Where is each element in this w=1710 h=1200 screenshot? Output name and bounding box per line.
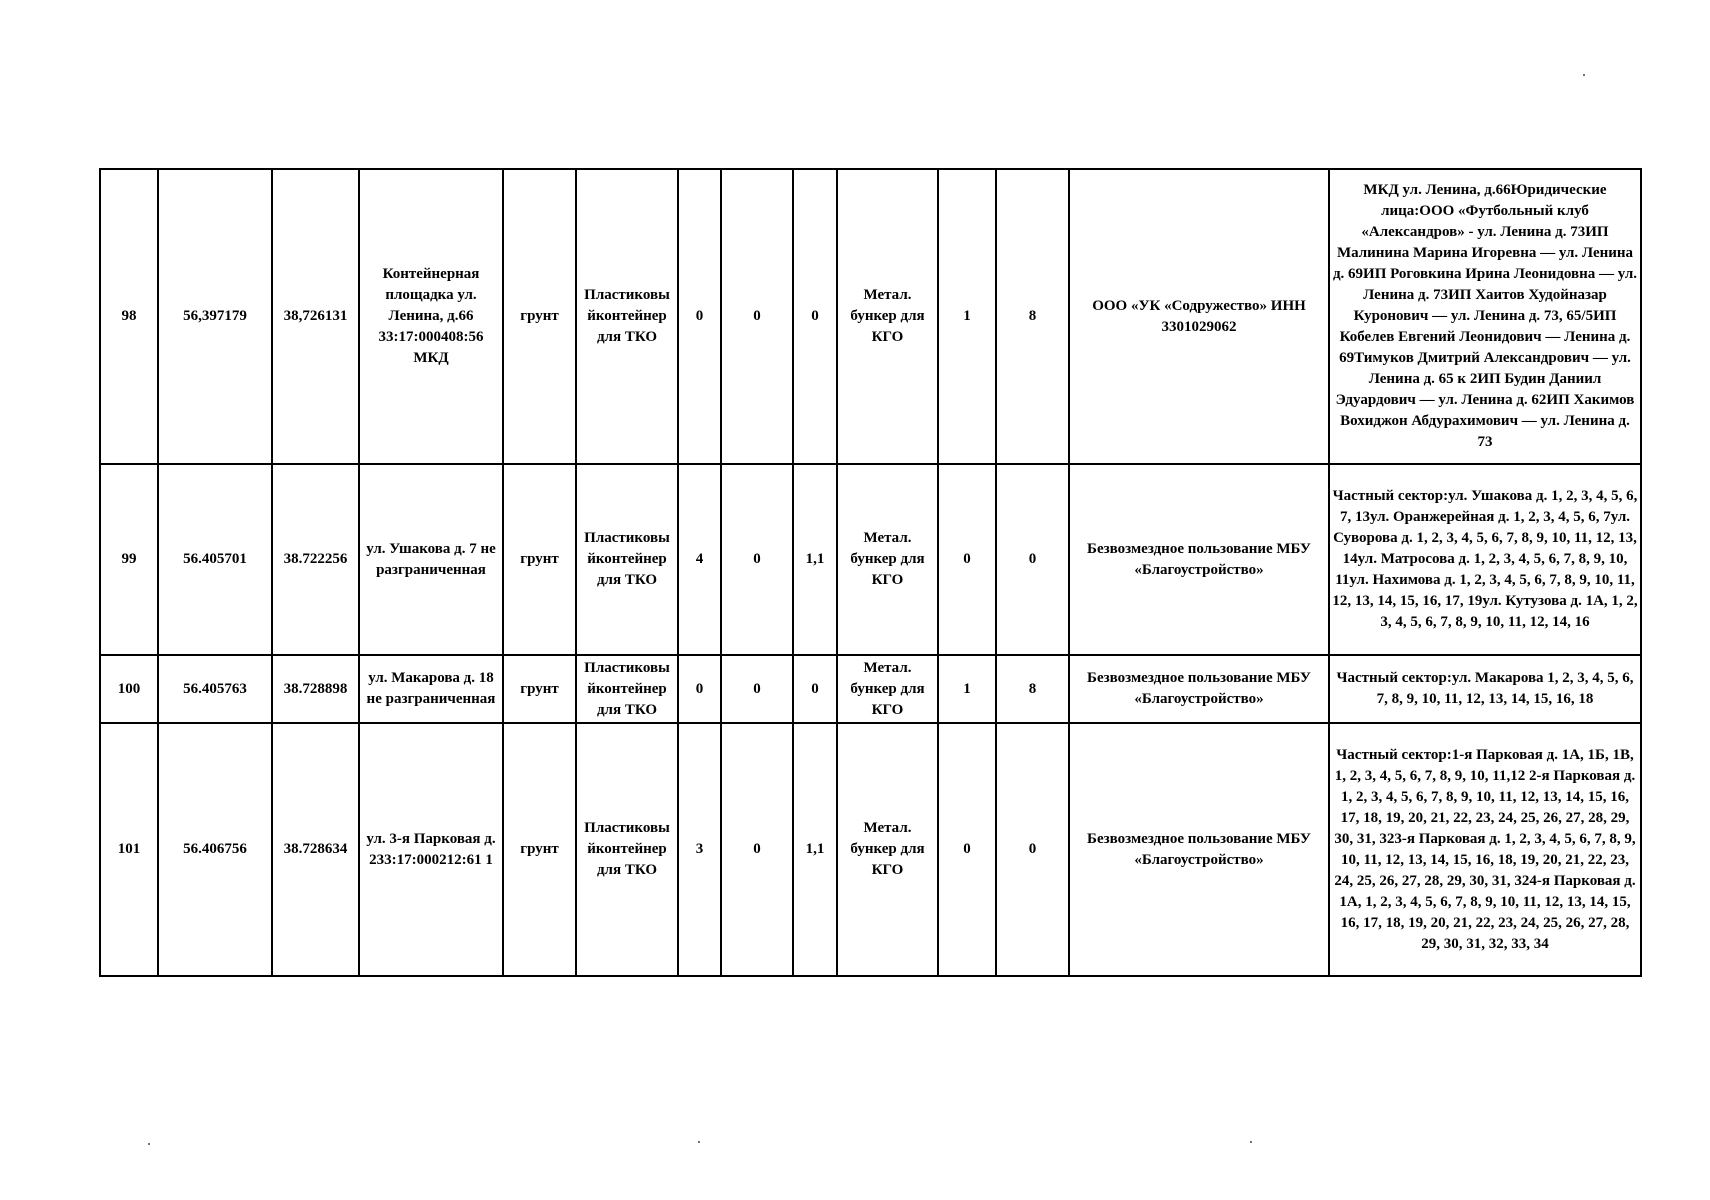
surface-cell: грунт (503, 655, 576, 723)
table-row (100, 655, 1641, 723)
waste-sources-cell: Частный сектор:ул. Ушакова д. 1, 2, 3, 4, 5, 6, 7, 13ул. Оранжерейная д. 1, 2, 3, 4, 5, 6, 7ул. Суворова д. 1, 2, 3, 4, 5, 6, 7, 8, 9, 10, 11, 12, 13, 14ул. Матросова д. 1, 2, 3, 4, 5, 6, 7, 8, 9, 10, 11ул. Нахимова д. 1, 2, 3, 4, 5, 6, 7, 8, 9, 10, 11, 12, 13, 14, 15, 16, 17, 19ул. Кутузова д. 1А, 1, 2, 3, 4, 5, 6, 7, 8, 9, 10, 11, 12, 14, 16 (1329, 464, 1641, 655)
container-type-cell: Пластиковы йконтейнер для ТКО (576, 723, 678, 976)
latitude-cell: 56.405763 (158, 655, 272, 723)
container-count-secondary-cell: 0 (721, 723, 793, 976)
waste-sources-cell: Частный сектор:1-я Парковая д. 1А, 1Б, 1В, 1, 2, 3, 4, 5, 6, 7, 8, 9, 10, 11,12 2-я Парковая д. 1, 2, 3, 4, 5, 6, 7, 8, 9, 10, 11, 12, 13, 14, 15, 16, 17, 18, 19, 20, 21, 22, 23, 24, 25, 26, 27, 28, 29, 30, 31, 323-я Парковая д. 1, 2, 3, 4, 5, 6, 7, 8, 9, 10, 11, 12, 13, 14, 15, 16, 18, 19, 20, 21, 22, 23, 24, 25, 26, 27, 28, 29, 30, 31, 324-я Парковая д. 1А, 1, 2, 3, 4, 5, 6, 7, 8, 9, 10, 11, 12, 13, 14, 15, 16, 17, 18, 19, 20, 21, 22, 23, 24, 25, 26, 27, 28, 29, 30, 31, 32, 33, 34 (1329, 723, 1641, 976)
container-count-cell: 4 (678, 464, 721, 655)
container-type-cell: Пластиковы йконтейнер для ТКО (576, 464, 678, 655)
bunker-type-cell: Метал. бункер для КГО (837, 464, 938, 655)
waste-sources-cell: Частный сектор:ул. Макарова 1, 2, 3, 4, 5, 6, 7, 8, 9, 10, 11, 12, 13, 14, 15, 16, 18 (1329, 655, 1641, 723)
bunker-volume-cell: 0 (996, 723, 1069, 976)
container-count-cell: 3 (678, 723, 721, 976)
container-count-secondary-cell: 0 (721, 169, 793, 464)
owner-cell: Безвозмездное пользование МБУ «Благоустройство» (1069, 655, 1329, 723)
owner-cell: Безвозмездное пользование МБУ «Благоустройство» (1069, 723, 1329, 976)
location-cell: Контейнерная площадка ул. Ленина, д.66 33:17:000408:56 МКД (359, 169, 503, 464)
owner-cell: Безвозмездное пользование МБУ «Благоустройство» (1069, 464, 1329, 655)
table-row (100, 464, 1641, 655)
container-count-secondary-cell: 0 (721, 655, 793, 723)
bunker-type-cell: Метал. бункер для КГО (837, 723, 938, 976)
bunker-volume-cell: 0 (996, 464, 1069, 655)
longitude-cell: 38.728898 (272, 655, 359, 723)
longitude-cell: 38.722256 (272, 464, 359, 655)
container-volume-cell: 1,1 (793, 723, 837, 976)
surface-cell: грунт (503, 169, 576, 464)
owner-cell: ООО «УК «Содружество» ИНН 3301029062 (1069, 169, 1329, 464)
container-count-cell: 0 (678, 169, 721, 464)
table-row (100, 169, 1641, 464)
container-volume-cell: 0 (793, 655, 837, 723)
longitude-cell: 38,726131 (272, 169, 359, 464)
bunker-count-cell: 1 (938, 655, 996, 723)
bunker-volume-cell: 8 (996, 655, 1069, 723)
container-volume-cell: 1,1 (793, 464, 837, 655)
latitude-cell: 56.405701 (158, 464, 272, 655)
table-row (100, 723, 1641, 976)
longitude-cell: 38.728634 (272, 723, 359, 976)
bunker-type-cell: Метал. бункер для КГО (837, 655, 938, 723)
scan-speck (148, 1143, 150, 1145)
surface-cell: грунт (503, 723, 576, 976)
row-number: 100 (100, 655, 158, 723)
bunker-volume-cell: 8 (996, 169, 1069, 464)
container-count-secondary-cell: 0 (721, 464, 793, 655)
bunker-count-cell: 1 (938, 169, 996, 464)
container-type-cell: Пластиковы йконтейнер для ТКО (576, 655, 678, 723)
bunker-type-cell: Метал. бункер для КГО (837, 169, 938, 464)
surface-cell: грунт (503, 464, 576, 655)
location-cell: ул. Ушакова д. 7 не разграниченная (359, 464, 503, 655)
waste-sources-cell: МКД ул. Ленина, д.66Юридические лица:ООО «Футбольный клуб «Александров» - ул. Ленина д. 73ИП Малинина Марина Игоревна — ул. Ленина д. 69ИП Роговкина Ирина Леонидовна — ул. Ленина д. 73ИП Хаитов Худойназар Куронович — ул. Ленина д. 73, 65/5ИП Кобелев Евгений Леонидович — Ленина д. 69Тимуков Дмитрий Александрович — ул. Ленина д. 65 к 2ИП Будин Даниил Эдуардович — ул. Ленина д. 62ИП Хакимов Вохиджон Абдурахимович — ул. Ленина д. 73 (1329, 169, 1641, 464)
row-number: 98 (100, 169, 158, 464)
location-cell: ул. 3-я Парковая д. 233:17:000212:61 1 (359, 723, 503, 976)
latitude-cell: 56,397179 (158, 169, 272, 464)
waste-sites-table (99, 168, 1642, 977)
container-type-cell: Пластиковы йконтейнер для ТКО (576, 169, 678, 464)
location-cell: ул. Макарова д. 18 не разграниченная (359, 655, 503, 723)
scan-speck (1583, 74, 1585, 76)
container-volume-cell: 0 (793, 169, 837, 464)
latitude-cell: 56.406756 (158, 723, 272, 976)
scan-speck (1250, 1141, 1252, 1143)
bunker-count-cell: 0 (938, 723, 996, 976)
row-number: 101 (100, 723, 158, 976)
bunker-count-cell: 0 (938, 464, 996, 655)
scan-speck (698, 1141, 700, 1143)
row-number: 99 (100, 464, 158, 655)
container-count-cell: 0 (678, 655, 721, 723)
